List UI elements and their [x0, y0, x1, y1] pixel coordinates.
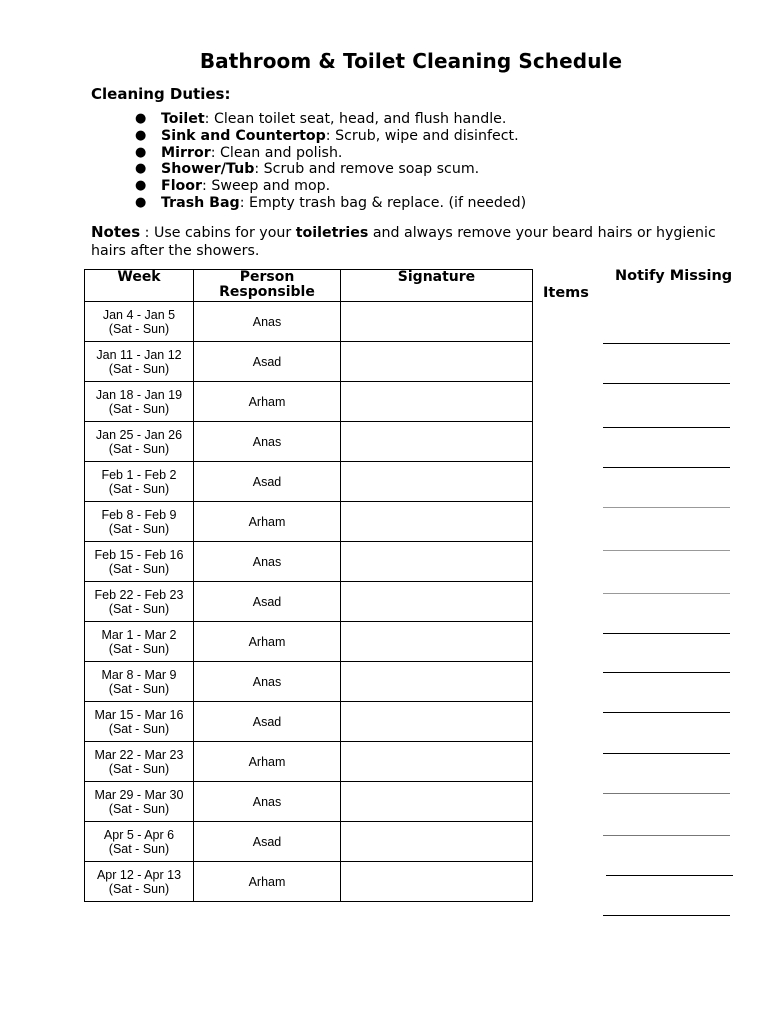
week-range: Mar 8 - Mar 9	[101, 667, 177, 682]
duty-text: : Scrub and remove soap scum.	[254, 161, 480, 178]
notify-line[interactable]	[603, 593, 730, 594]
duty-item	[135, 195, 526, 212]
week-range: Jan 25 - Jan 26	[95, 427, 183, 442]
notify-line[interactable]	[603, 915, 730, 916]
notify-line[interactable]	[603, 427, 730, 428]
table-header-row	[85, 270, 533, 302]
week-cell	[85, 782, 194, 822]
header-person: Person Responsible	[194, 270, 341, 302]
week-cell	[85, 462, 194, 502]
week-days: (Sat - Sun)	[108, 881, 170, 896]
duty-list	[135, 111, 526, 212]
bullet-icon: ●	[135, 178, 147, 194]
week-cell	[85, 502, 194, 542]
week-cell	[85, 542, 194, 582]
person-cell: Arham	[194, 382, 341, 422]
duty-name: Toilet	[161, 111, 205, 127]
week-range: Feb 1 - Feb 2	[101, 467, 177, 482]
notify-line[interactable]	[603, 507, 730, 508]
person-cell: Anas	[194, 542, 341, 582]
week-days: (Sat - Sun)	[108, 841, 170, 856]
table-row	[85, 422, 533, 462]
notify-line[interactable]	[603, 343, 730, 344]
table-row	[85, 302, 533, 342]
table-row	[85, 582, 533, 622]
table-row	[85, 342, 533, 382]
week-range: Apr 12 - Apr 13	[96, 867, 182, 882]
week-cell	[85, 302, 194, 342]
notes-text-before: : Use cabins for your	[140, 225, 296, 241]
week-cell	[85, 342, 194, 382]
week-days: (Sat - Sun)	[108, 681, 170, 696]
duty-item	[135, 161, 526, 178]
week-days: (Sat - Sun)	[108, 441, 170, 456]
week-range: Mar 22 - Mar 23	[94, 747, 184, 762]
notify-line[interactable]	[603, 383, 730, 384]
person-cell: Arham	[194, 622, 341, 662]
week-cell	[85, 742, 194, 782]
signature-cell[interactable]	[341, 542, 533, 582]
week-cell	[85, 702, 194, 742]
week-range: Mar 29 - Mar 30	[94, 787, 184, 802]
items-label: Items	[543, 285, 589, 301]
duty-name: Mirror	[161, 144, 211, 161]
week-cell	[85, 862, 194, 902]
person-cell: Arham	[194, 862, 341, 902]
week-range: Mar 15 - Mar 16	[94, 707, 184, 722]
week-cell	[85, 382, 194, 422]
signature-cell[interactable]	[341, 862, 533, 902]
schedule-table	[84, 269, 533, 902]
notify-line[interactable]	[603, 550, 730, 551]
duties-heading: Cleaning Duties:	[91, 85, 231, 103]
signature-cell[interactable]	[341, 822, 533, 862]
duty-text: : Empty trash bag & replace. (if needed)	[239, 194, 527, 211]
notify-line[interactable]	[603, 753, 730, 754]
signature-cell[interactable]	[341, 382, 533, 422]
duty-item	[135, 128, 526, 145]
week-cell	[85, 582, 194, 622]
week-days: (Sat - Sun)	[108, 801, 170, 816]
person-cell: Anas	[194, 302, 341, 342]
week-days: (Sat - Sun)	[108, 361, 170, 376]
notify-line[interactable]	[606, 875, 733, 876]
notes-label: Notes	[91, 223, 141, 241]
week-days: (Sat - Sun)	[108, 321, 170, 336]
signature-cell[interactable]	[341, 302, 533, 342]
week-range: Feb 8 - Feb 9	[101, 507, 177, 522]
table-row	[85, 822, 533, 862]
bullet-icon: ●	[135, 194, 147, 210]
person-cell: Anas	[194, 782, 341, 822]
week-days: (Sat - Sun)	[108, 641, 170, 656]
header-signature: Signature	[341, 270, 533, 302]
duty-item	[135, 111, 526, 128]
duty-name: Floor	[161, 178, 203, 195]
schedule-body	[85, 302, 533, 902]
week-range: Jan 4 - Jan 5	[102, 307, 176, 322]
duty-name: Trash Bag	[161, 194, 240, 211]
duty-text: : Clean toilet seat, head, and flush handle.	[204, 111, 507, 127]
table-row	[85, 382, 533, 422]
notify-line[interactable]	[603, 467, 730, 468]
person-cell: Anas	[194, 422, 341, 462]
duty-name: Sink and Countertop	[161, 127, 326, 144]
person-cell: Arham	[194, 502, 341, 542]
signature-cell[interactable]	[341, 782, 533, 822]
table-row	[85, 662, 533, 702]
header-week: Week	[85, 270, 194, 302]
person-cell: Asad	[194, 462, 341, 502]
notes-bold-word: toiletries	[295, 225, 369, 241]
notes-paragraph	[91, 224, 731, 260]
table-row	[85, 502, 533, 542]
table-row	[85, 542, 533, 582]
signature-cell[interactable]	[341, 582, 533, 622]
week-days: (Sat - Sun)	[108, 761, 170, 776]
signature-cell[interactable]	[341, 622, 533, 662]
week-cell	[85, 622, 194, 662]
table-row	[85, 622, 533, 662]
week-range: Feb 22 - Feb 23	[94, 587, 184, 602]
week-days: (Sat - Sun)	[108, 401, 170, 416]
week-days: (Sat - Sun)	[108, 561, 170, 576]
signature-cell[interactable]	[341, 462, 533, 502]
week-range: Apr 5 - Apr 6	[103, 827, 175, 842]
page-title: Bathroom & Toilet Cleaning Schedule	[199, 49, 623, 73]
week-days: (Sat - Sun)	[108, 481, 170, 496]
table-row	[85, 702, 533, 742]
week-cell	[85, 662, 194, 702]
week-days: (Sat - Sun)	[108, 521, 170, 536]
signature-cell[interactable]	[341, 502, 533, 542]
duty-item	[135, 178, 526, 195]
signature-cell[interactable]	[341, 342, 533, 382]
week-range: Jan 11 - Jan 12	[96, 347, 182, 362]
table-row	[85, 782, 533, 822]
week-range: Mar 1 - Mar 2	[101, 627, 177, 642]
week-range: Jan 18 - Jan 19	[95, 387, 183, 402]
notify-line[interactable]	[603, 835, 730, 836]
week-days: (Sat - Sun)	[108, 601, 170, 616]
table-row	[85, 462, 533, 502]
duty-text: : Clean and polish.	[210, 144, 343, 161]
week-cell	[85, 422, 194, 462]
notify-line[interactable]	[603, 793, 730, 794]
person-cell: Arham	[194, 742, 341, 782]
person-cell: Asad	[194, 822, 341, 862]
notify-line[interactable]	[603, 672, 730, 673]
signature-cell[interactable]	[341, 702, 533, 742]
bullet-icon: ●	[135, 144, 147, 160]
person-cell: Anas	[194, 662, 341, 702]
duty-name: Shower/Tub	[161, 161, 255, 178]
bullet-icon: ●	[135, 111, 147, 126]
week-days: (Sat - Sun)	[108, 721, 170, 736]
duty-text: : Scrub, wipe and disinfect.	[325, 127, 519, 144]
bullet-icon: ●	[135, 127, 147, 143]
notify-missing-title: Notify Missing	[615, 268, 733, 284]
signature-cell[interactable]	[341, 742, 533, 782]
person-cell: Asad	[194, 702, 341, 742]
week-range: Feb 15 - Feb 16	[94, 547, 184, 562]
table-row	[85, 742, 533, 782]
person-cell: Asad	[194, 342, 341, 382]
duty-item	[135, 145, 526, 162]
signature-cell[interactable]	[341, 662, 533, 702]
notes-text-after: and always remove your beard hairs or hygienic hairs after the showers.	[91, 225, 716, 259]
notify-line[interactable]	[603, 712, 730, 713]
table-row	[85, 862, 533, 902]
notify-line[interactable]	[603, 633, 730, 634]
bullet-icon: ●	[135, 161, 147, 177]
duty-text: : Sweep and mop.	[202, 178, 331, 195]
person-cell: Asad	[194, 582, 341, 622]
signature-cell[interactable]	[341, 422, 533, 462]
week-cell	[85, 822, 194, 862]
